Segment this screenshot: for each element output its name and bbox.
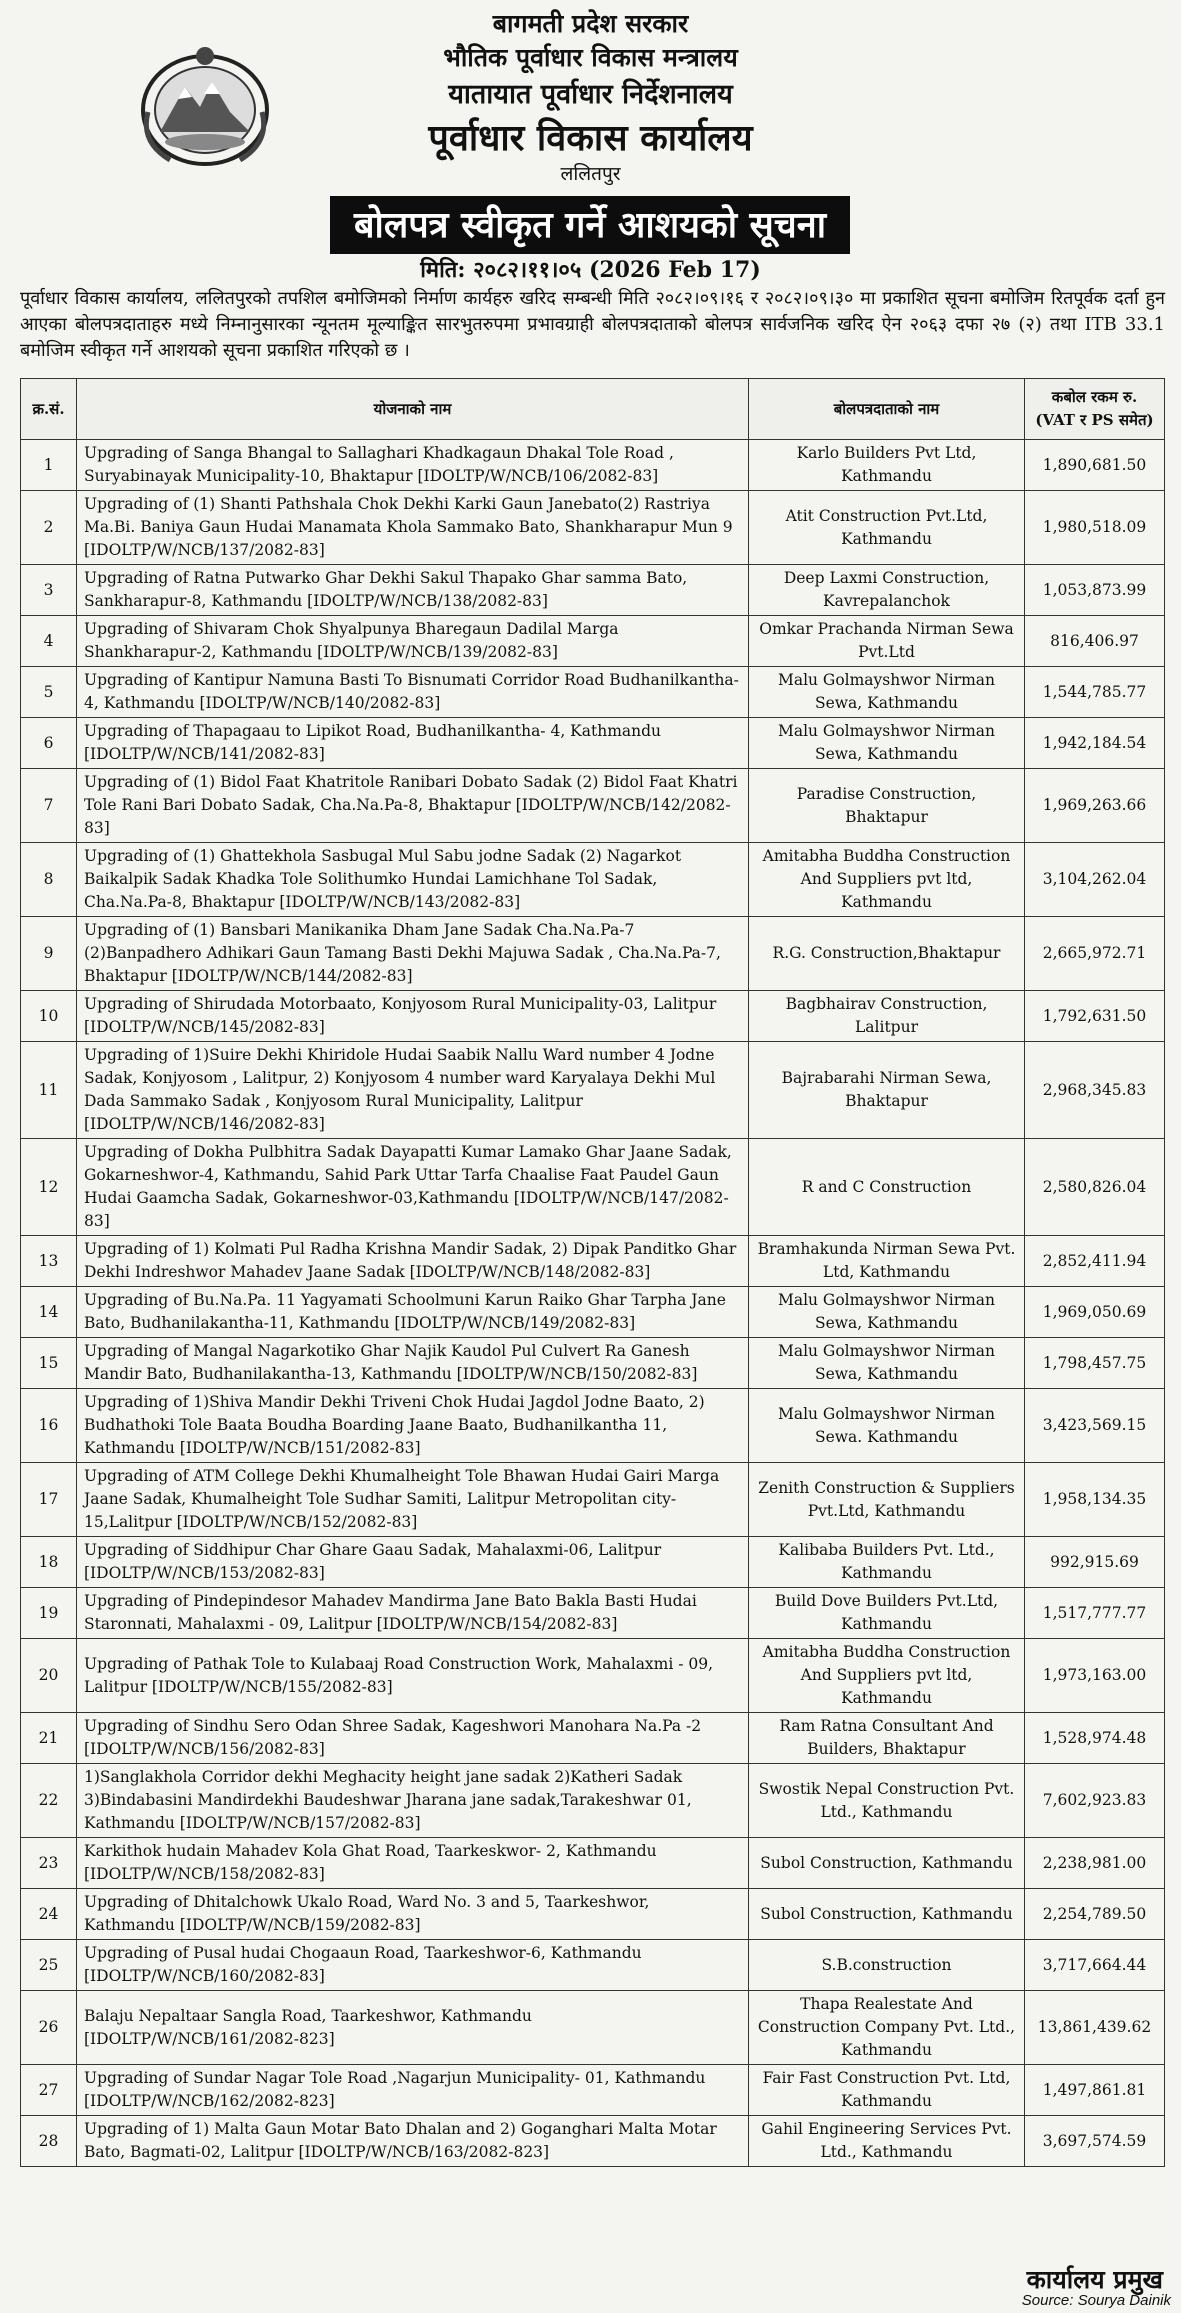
cell-project: Upgrading of Shirudada Motorbaato, Konjyosom Rural Municipality-03, Lalitpur [IDOLTP/W/NCB/145/2082-83] [77,991,749,1042]
cell-bidder: Zenith Construction & Suppliers Pvt.Ltd, Kathmandu [749,1463,1025,1537]
table-row [21,1991,1165,2065]
cell-project: Upgrading of ATM College Dekhi Khumalheight Tole Bhawan Hudai Gairi Marga Jaane Sadak, Khumalheight Tole Sudhar Samiti, Lalitpur Metropolitan city-15,Lalitpur [IDOLTP/W/NCB/152/2082-83] [77,1463,749,1537]
cell-amount: 1,969,263.66 [1025,769,1165,843]
cell-sn: 1 [21,440,77,491]
cell-bidder: Malu Golmayshwor Nirman Sewa, Kathmandu [749,1338,1025,1389]
cell-project: Karkithok hudain Mahadev Kola Ghat Road, Taarkeskwor- 2, Kathmandu [IDOLTP/W/NCB/158/2082-83] [77,1838,749,1889]
cell-bidder: Kalibaba Builders Pvt. Ltd., Kathmandu [749,1537,1025,1588]
signature-title: कार्यालय प्रमुख [1026,2265,1163,2294]
table-row [21,1338,1165,1389]
cell-bidder: Malu Golmayshwor Nirman Sewa. Kathmandu [749,1389,1025,1463]
cell-sn: 12 [21,1139,77,1236]
cell-sn: 20 [21,1639,77,1713]
cell-sn: 22 [21,1764,77,1838]
table-header-row [21,379,1165,440]
table-row [21,1389,1165,1463]
cell-project: Upgrading of Thapagaau to Lipikot Road, Budhanilkantha- 4, Kathmandu [IDOLTP/W/NCB/141/2082-83] [77,718,749,769]
table-row [21,667,1165,718]
cell-project: Upgrading of (1) Bansbari Manikanika Dham Jane Sadak Cha.Na.Pa-7 (2)Banpadhero Adhikari Gaun Tamang Basti Dekhi Majuwa Sadak , Cha.Na.Pa-7, Bhaktapur [IDOLTP/W/NCB/144/2082-83] [77,917,749,991]
table-row [21,491,1165,565]
table-row [21,769,1165,843]
cell-bidder: S.B.construction [749,1940,1025,1991]
cell-bidder: Malu Golmayshwor Nirman Sewa, Kathmandu [749,667,1025,718]
table-row [21,616,1165,667]
notice-header [0,0,1181,283]
cell-project: Upgrading of Pathak Tole to Kulabaaj Road Construction Work, Mahalaxmi - 09, Lalitpur [IDOLTP/W/NCB/155/2082-83] [77,1639,749,1713]
cell-bidder: Amitabha Buddha Construction And Suppliers pvt ltd, Kathmandu [749,1639,1025,1713]
table-row [21,565,1165,616]
col-header-amount: कबोल रकम रु. (VAT र PS समेत) [1025,379,1165,440]
table-row [21,1838,1165,1889]
office-name: पूर्वाधार विकास कार्यालय [428,117,753,159]
table-row [21,1764,1165,1838]
cell-project: Upgrading of Pindepindesor Mahadev Mandirma Jane Bato Bakla Basti Hudai Staronnati, Mahalaxmi - 09, Lalitpur [IDOLTP/W/NCB/154/2082-83] [77,1588,749,1639]
cell-bidder: Swostik Nepal Construction Pvt. Ltd., Kathmandu [749,1764,1025,1838]
cell-sn: 5 [21,667,77,718]
cell-project: Upgrading of 1)Shiva Mandir Dekhi Triveni Chok Hudai Jagdol Jodne Baato, 2) Budhathoki Tole Baata Boudha Boarding Jaane Baato, Budhanilkantha 11, Kathmandu [IDOLTP/W/NCB/151/2082-83] [77,1389,749,1463]
table-row [21,1639,1165,1713]
cell-sn: 11 [21,1042,77,1139]
cell-sn: 16 [21,1389,77,1463]
cell-amount: 992,915.69 [1025,1537,1165,1588]
cell-sn: 21 [21,1713,77,1764]
cell-sn: 8 [21,843,77,917]
cell-sn: 2 [21,491,77,565]
cell-project: Upgrading of Pusal hudai Chogaaun Road, Taarkeshwor-6, Kathmandu [IDOLTP/W/NCB/160/2082-83] [77,1940,749,1991]
ministry-name: भौतिक पूर्वाधार विकास मन्त्रालय [443,43,738,72]
cell-project: Upgrading of Bu.Na.Pa. 11 Yagyamati Schoolmuni Karun Raiko Ghar Tarpha Jane Bato, Budhanilakantha-11, Kathmandu [IDOLTP/W/NCB/149/2082-83] [77,1287,749,1338]
table-row [21,2065,1165,2116]
cell-bidder: Amitabha Buddha Construction And Suppliers pvt ltd, Kathmandu [749,843,1025,917]
table-row [21,1537,1165,1588]
cell-project: Upgrading of 1)Suire Dekhi Khiridole Hudai Saabik Nallu Ward number 4 Jodne Sadak, Konjyosom , Lalitpur, 2) Konjyosom 4 number ward Karyalaya Dekhi Mul Dada Sammako Sadak , Konjyosom Rural Municipality, Lalitpur [IDOLTP/W/NCB/146/2082-83] [77,1042,749,1139]
cell-project: Upgrading of Mangal Nagarkotiko Ghar Najik Kaudol Pul Culvert Ra Ganesh Mandir Bato, Budhanilakantha-13, Kathmandu [IDOLTP/W/NCB/150/2082-83] [77,1338,749,1389]
cell-project: 1)Sanglakhola Corridor dekhi Meghacity height jane sadak 2)Katheri Sadak 3)Bindabasini Mandirdekhi Baudeshwar Jharana jane sadak,Tarakeshwar 01, Kathmandu [IDOLTP/W/NCB/157/2082-83] [77,1764,749,1838]
table-row [21,991,1165,1042]
cell-project: Upgrading of Sanga Bhangal to Sallaghari Khadkagaun Dhakal Tole Road , Suryabinayak Municipality-10, Bhaktapur [IDOLTP/W/NCB/106/2082-83] [77,440,749,491]
notice-title: बोलपत्र स्वीकृत गर्ने आशयको सूचना [330,196,850,254]
cell-sn: 26 [21,1991,77,2065]
cell-project: Upgrading of Shivaram Chok Shyalpunya Bharegaun Dadilal Marga Shankharapur-2, Kathmandu [IDOLTP/W/NCB/139/2082-83] [77,616,749,667]
cell-bidder: Bajrabarahi Nirman Sewa, Bhaktapur [749,1042,1025,1139]
cell-sn: 27 [21,2065,77,2116]
table-row [21,1139,1165,1236]
cell-bidder: Build Dove Builders Pvt.Ltd, Kathmandu [749,1588,1025,1639]
table-row [21,1889,1165,1940]
cell-amount: 2,968,345.83 [1025,1042,1165,1139]
cell-bidder: Bagbhairav Construction, Lalitpur [749,991,1025,1042]
cell-sn: 24 [21,1889,77,1940]
cell-bidder: Subol Construction, Kathmandu [749,1889,1025,1940]
cell-amount: 2,238,981.00 [1025,1838,1165,1889]
cell-project: Upgrading of Sindhu Sero Odan Shree Sadak, Kageshwori Manohara Na.Pa -2 [IDOLTP/W/NCB/156/2082-83] [77,1713,749,1764]
table-row [21,1287,1165,1338]
cell-project: Upgrading of Sundar Nagar Tole Road ,Nagarjun Municipality- 01, Kathmandu [IDOLTP/W/NCB/162/2082-823] [77,2065,749,2116]
cell-project: Upgrading of (1) Bidol Faat Khatritole Ranibari Dobato Sadak (2) Bidol Faat Khatri Tole Rani Bari Dobato Sadak, Cha.Na.Pa-8, Bhaktapur [IDOLTP/W/NCB/142/2082-83] [77,769,749,843]
table-row [21,1713,1165,1764]
cell-bidder: Gahil Engineering Services Pvt. Ltd., Kathmandu [749,2116,1025,2167]
cell-amount: 1,517,777.77 [1025,1588,1165,1639]
source-credit: Source: Sourya Dainik [1021,2292,1171,2309]
cell-project: Upgrading of 1) Kolmati Pul Radha Krishna Mandir Sadak, 2) Dipak Panditko Ghar Dekhi Indreshwor Mahadev Jaane Sadak [IDOLTP/W/NCB/148/2082-83] [77,1236,749,1287]
cell-sn: 9 [21,917,77,991]
col-header-bidder: बोलपत्रदाताको नाम [749,379,1025,440]
cell-project: Upgrading of Dokha Pulbhitra Sadak Dayapatti Kumar Lamako Ghar Jaane Sadak, Gokarneshwor-4, Kathmandu, Sahid Park Uttar Tarfa Chaalise Faat Paudel Gaun Hudai Gaamcha Sadak, Gokarneshwor-03,Kathmandu [IDOLTP/W/NCB/147/2082-83] [77,1139,749,1236]
cell-amount: 3,104,262.04 [1025,843,1165,917]
cell-sn: 28 [21,2116,77,2167]
table-row [21,1588,1165,1639]
cell-bidder: Fair Fast Construction Pvt. Ltd, Kathmandu [749,2065,1025,2116]
govt-name: बागमती प्रदेश सरकार [492,9,689,38]
cell-amount: 2,580,826.04 [1025,1139,1165,1236]
cell-project: Upgrading of Siddhipur Char Ghare Gaau Sadak, Mahalaxmi-06, Lalitpur [IDOLTP/W/NCB/153/2082-83] [77,1537,749,1588]
cell-bidder: Karlo Builders Pvt Ltd, Kathmandu [749,440,1025,491]
table-body [21,440,1165,2167]
cell-bidder: Malu Golmayshwor Nirman Sewa, Kathmandu [749,1287,1025,1338]
cell-sn: 17 [21,1463,77,1537]
cell-project: Upgrading of Kantipur Namuna Basti To Bisnumati Corridor Road Budhanilkantha-4, Kathmandu [IDOLTP/W/NCB/140/2082-83] [77,667,749,718]
cell-amount: 2,254,789.50 [1025,1889,1165,1940]
cell-project: Upgrading of (1) Ghattekhola Sasbugal Mul Sabu jodne Sadak (2) Nagarkot Baikalpik Sadak Khadka Tole Solithumko Hundai Lamichhane Tol Sadak, Cha.Na.Pa-8, Bhaktapur [IDOLTP/W/NCB/143/2082-83] [77,843,749,917]
cell-amount: 3,697,574.59 [1025,2116,1165,2167]
cell-amount: 2,852,411.94 [1025,1236,1165,1287]
cell-bidder: Malu Golmayshwor Nirman Sewa, Kathmandu [749,718,1025,769]
cell-amount: 1,528,974.48 [1025,1713,1165,1764]
cell-bidder: Subol Construction, Kathmandu [749,1838,1025,1889]
table-row [21,1042,1165,1139]
cell-sn: 13 [21,1236,77,1287]
cell-bidder: Deep Laxmi Construction, Kavrepalanchok [749,565,1025,616]
cell-project: Upgrading of (1) Shanti Pathshala Chok Dekhi Karki Gaun Janebato(2) Rastriya Ma.Bi. Baniya Gaun Hudai Manamata Khola Sammako Bato, Shankharapur Mun 9 [IDOLTP/W/NCB/137/2082-83] [77,491,749,565]
cell-sn: 23 [21,1838,77,1889]
table-row [21,1940,1165,1991]
cell-amount: 1,969,050.69 [1025,1287,1165,1338]
cell-amount: 7,602,923.83 [1025,1764,1165,1838]
cell-bidder: Bramhakunda Nirman Sewa Pvt. Ltd, Kathmandu [749,1236,1025,1287]
cell-project: Balaju Nepaltaar Sangla Road, Taarkeshwor, Kathmandu [IDOLTP/W/NCB/161/2082-823] [77,1991,749,2065]
cell-sn: 25 [21,1940,77,1991]
cell-amount: 3,717,664.44 [1025,1940,1165,1991]
cell-amount: 1,792,631.50 [1025,991,1165,1042]
cell-amount: 1,890,681.50 [1025,440,1165,491]
cell-amount: 1,497,861.81 [1025,2065,1165,2116]
cell-sn: 10 [21,991,77,1042]
cell-bidder: Atit Construction Pvt.Ltd, Kathmandu [749,491,1025,565]
table-row [21,843,1165,917]
cell-sn: 4 [21,616,77,667]
table-row [21,2116,1165,2167]
table-row [21,440,1165,491]
cell-sn: 7 [21,769,77,843]
cell-amount: 1,053,873.99 [1025,565,1165,616]
cell-amount: 1,798,457.75 [1025,1338,1165,1389]
table-row [21,1236,1165,1287]
intro-paragraph: पूर्वाधार विकास कार्यालय, ललितपुरको तपशिल बमोजिमको निर्माण कार्यहरु खरिद सम्बन्धी मिति २०८२।०९।१६ र २०८२।०९।३० मा प्रकाशित सूचना बमोजिम रितपूर्वक दर्ता हुन आएका बोलपत्रदाताहरु मध्ये निम्नानुसारका न्यूनतम मूल्याङ्कित सारभुतरुपमा प्रभावग्राही बोलपत्रदाताको बोलपत्र सार्वजनिक खरिद ऐन २०६३ दफा २७ (२) तथा ITB 33.1 बमोजिम स्वीकृत गर्ने आशयको सूचना प्रकाशित गरिएको छ । [20,288,1165,361]
cell-bidder: Thapa Realestate And Construction Company Pvt. Ltd., Kathmandu [749,1991,1025,2065]
cell-bidder: R.G. Construction,Bhaktapur [749,917,1025,991]
cell-sn: 19 [21,1588,77,1639]
cell-amount: 13,861,439.62 [1025,1991,1165,2065]
table-row [21,1463,1165,1537]
cell-amount: 1,544,785.77 [1025,667,1165,718]
cell-amount: 1,942,184.54 [1025,718,1165,769]
cell-sn: 15 [21,1338,77,1389]
cell-amount: 3,423,569.15 [1025,1389,1165,1463]
cell-amount: 1,973,163.00 [1025,1639,1165,1713]
cell-bidder: Ram Ratna Consultant And Builders, Bhaktapur [749,1713,1025,1764]
cell-amount: 816,406.97 [1025,616,1165,667]
cell-bidder: R and C Construction [749,1139,1025,1236]
cell-sn: 6 [21,718,77,769]
notice-date: मिति: २०८२।११।०५ (2026 Feb 17) [420,257,761,283]
cell-project: Upgrading of 1) Malta Gaun Motar Bato Dhalan and 2) Goganghari Malta Motar Bato, Bagmati-02, Lalitpur [IDOLTP/W/NCB/163/2082-823] [77,2116,749,2167]
directorate-name: यातायात पूर्वाधार निर्देशनालय [448,79,733,110]
cell-sn: 18 [21,1537,77,1588]
cell-sn: 14 [21,1287,77,1338]
cell-bidder: Omkar Prachanda Nirman Sewa Pvt.Ltd [749,616,1025,667]
cell-project: Upgrading of Dhitalchowk Ukalo Road, Ward No. 3 and 5, Taarkeshwor, Kathmandu [IDOLTP/W/NCB/159/2082-83] [77,1889,749,1940]
cell-sn: 3 [21,565,77,616]
cell-project: Upgrading of Ratna Putwarko Ghar Dekhi Sakul Thapako Ghar samma Bato, Sankharapur-8, Kathmandu [IDOLTP/W/NCB/138/2082-83] [77,565,749,616]
table-row [21,718,1165,769]
cell-amount: 1,980,518.09 [1025,491,1165,565]
office-location: ललितपुर [560,163,621,185]
col-header-project: योजनाको नाम [77,379,749,440]
col-header-sn: क्र.सं. [21,379,77,440]
cell-bidder: Paradise Construction, Bhaktapur [749,769,1025,843]
cell-amount: 1,958,134.35 [1025,1463,1165,1537]
tender-table [20,378,1165,2167]
table-row [21,917,1165,991]
cell-amount: 2,665,972.71 [1025,917,1165,991]
